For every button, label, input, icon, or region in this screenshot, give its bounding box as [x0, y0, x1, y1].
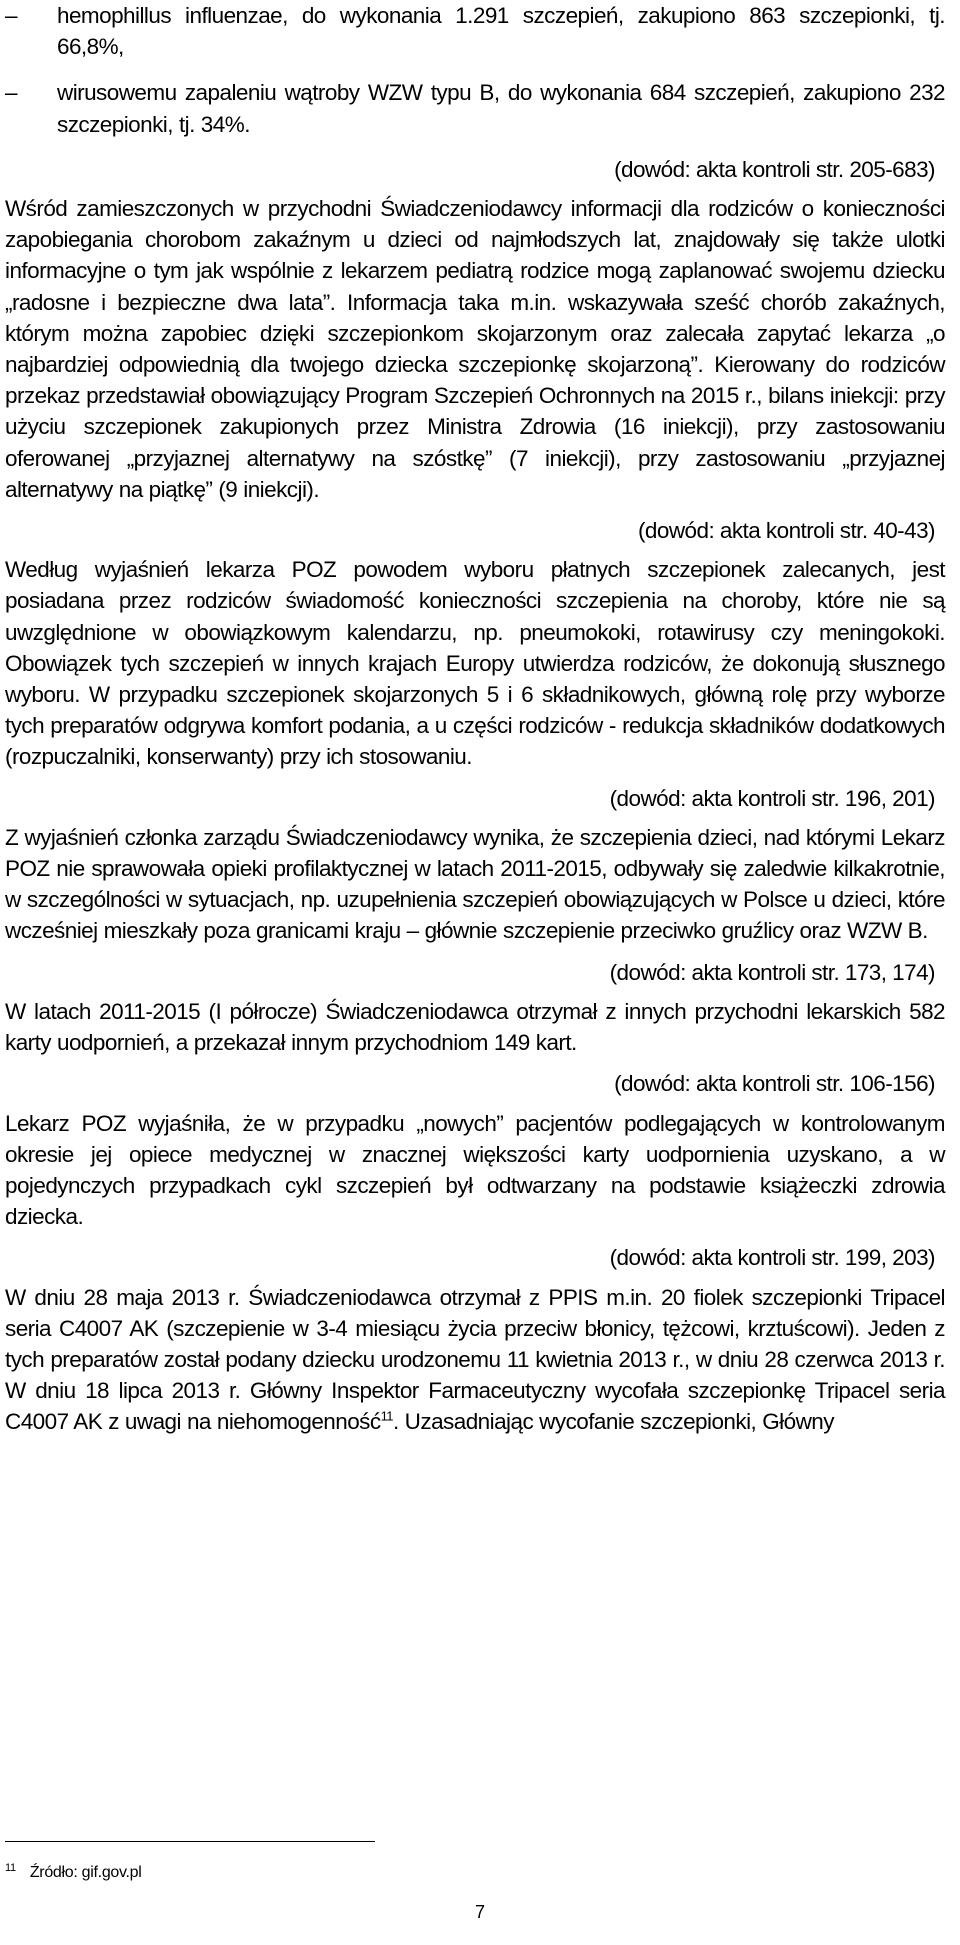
list-item-text: wirusowemu zapaleniu wątroby WZW typu B, do wykonania 684 szczepień, zakupiono 232 szczepionki, tj. 34%. [57, 80, 945, 137]
paragraph: Z wyjaśnień członka zarządu Świadczeniodawcy wynika, że szczepienia dzieci, nad którymi Lekarz POZ nie sprawowała opieki profilaktycznej w latach 2011-2015, odbywały się zaledwie kilkakrotnie, w szczególności w sytuacjach, np. uzupełnienia szczepień obowiązujących w Polsce u dzieci, które wcześniej mieszkały poza granicami kraju – głównie szczepienie przeciwko gruźlicy oraz WZW B. [5, 824, 945, 944]
list-item [5, 0, 945, 62]
list-dash: – [5, 80, 17, 106]
paragraph-text: W dniu 28 maja 2013 r. Świadczeniodawca otrzymał z PPIS m.in. 20 fiolek szczepionki Tripacel seria C4007 AK (szczepienie w 3-4 miesiącu życia przeciw błonicy, tężcowi, krztuścowi). Jeden z tych preparatów został podany dziecku urodzonemu 11 kwietnia 2013 r., w dniu 28 czerwca 2013 r. W dniu 18 lipca 2013 r. Główny Inspektor Farmaceutyczny wycofała szczepionkę Tripacel seria C4007 AK z uwagi na niehomogenność [5, 1284, 945, 1435]
list-item-text: hemophillus influenzae, do wykonania 1.291 szczepień, zakupiono 863 szczepionki, tj. 66,8%, [57, 3, 945, 60]
list-dash: – [5, 3, 17, 28]
page-body [5, 0, 945, 1438]
paragraph: Według wyjaśnień lekarza POZ powodem wyboru płatnych szczepionek zalecanych, jest posiadana przez rodziców świadomość konieczności szczepienia na choroby, które nie są uwzględnione w obowiązkowym kalendarzu, np. pneumokoki, rotawirusy czy meningokoki. Obowiązek tych szczepień w innych krajach Europy utwierdza rodziców, że dokonują słusznego wyboru. W przypadku szczepionek skojarzonych 5 i 6 składnikowych, główną rolę przy wyborze tych preparatów odgrywa komfort podania, a u części rodziców - redukcja składników dodatkowych (rozpuczalniki, konserwanty) przy ich stosowaniu. [5, 557, 945, 770]
footnote-number: 11 [5, 1861, 16, 1874]
evidence-reference: (dowód: akta kontroli str. 173, 174) [609, 959, 935, 985]
paragraph: Lekarz POZ wyjaśniła, że w przypadku „nowych” pacjentów podlegających w kontrolowanym okresie jej opiece medycznej w znacznej większości karty uodpornienia uzyskano, a w pojedynczych przypadkach cykl szczepień był odtwarzany na podstawie książeczki zdrowia dziecka. [5, 1110, 945, 1230]
page-number: 7 [474, 1902, 485, 1922]
evidence-reference: (dowód: akta kontroli str. 106-156) [614, 1071, 935, 1097]
paragraph [5, 1282, 945, 1438]
footnote-text: Źródło: gif.gov.pl [29, 1864, 142, 1881]
list-item [5, 77, 945, 139]
paragraph: Wśród zamieszczonych w przychodni Świadczeniodawcy informacji dla rodziców o konieczności zapobiegania chorobom zakaźnym u dzieci od najmłodszych lat, znajdowały się także ulotki informacyjne o tym jak wspólnie z lekarzem pediatrą rodzice mogą zaplanować swojemu dziecku „radosne i bezpieczne dwa lata”. Informacja taka m.in. wskazywała sześć chorób zakaźnych, którym można zapobiec dzięki szczepionkom skojarzonym oraz zalecała zapytać lekarza „o najbardziej odpowiednią dla twojego dziecka szczepionkę skojarzoną”. Kierowany do rodziców przekaz przedstawiał obowiązujący Program Szczepień Ochronnych na 2015 r., bilans iniekcji: przy użyciu szczepionek zakupionych przez Ministra Zdrowia (16 iniekcji), przy zastosowaniu oferowanej „przyjaznej alternatywy na szóstkę” (7 iniekcji), przy zastosowaniu „przyjaznej alternatywy na piątkę” (9 iniekcji). [5, 196, 945, 502]
evidence-reference: (dowód: akta kontroli str. 199, 203) [609, 1245, 935, 1271]
footnote-reference[interactable]: 11 [380, 1408, 393, 1424]
footnote [5, 1863, 142, 1883]
evidence-reference: (dowód: akta kontroli str. 196, 201) [609, 785, 935, 811]
evidence-reference: (dowód: akta kontroli str. 205-683) [614, 156, 935, 182]
footnote-separator [5, 1841, 375, 1842]
paragraph: W latach 2011-2015 (I półrocze) Świadczeniodawca otrzymał z innych przychodni lekarskich 582 karty uodpornień, a przekazał innym przychodniom 149 kart. [5, 998, 945, 1056]
evidence-reference: (dowód: akta kontroli str. 40-43) [637, 518, 935, 544]
paragraph-text: . Uzasadniając wycofanie szczepionki, Główny [392, 1409, 834, 1435]
